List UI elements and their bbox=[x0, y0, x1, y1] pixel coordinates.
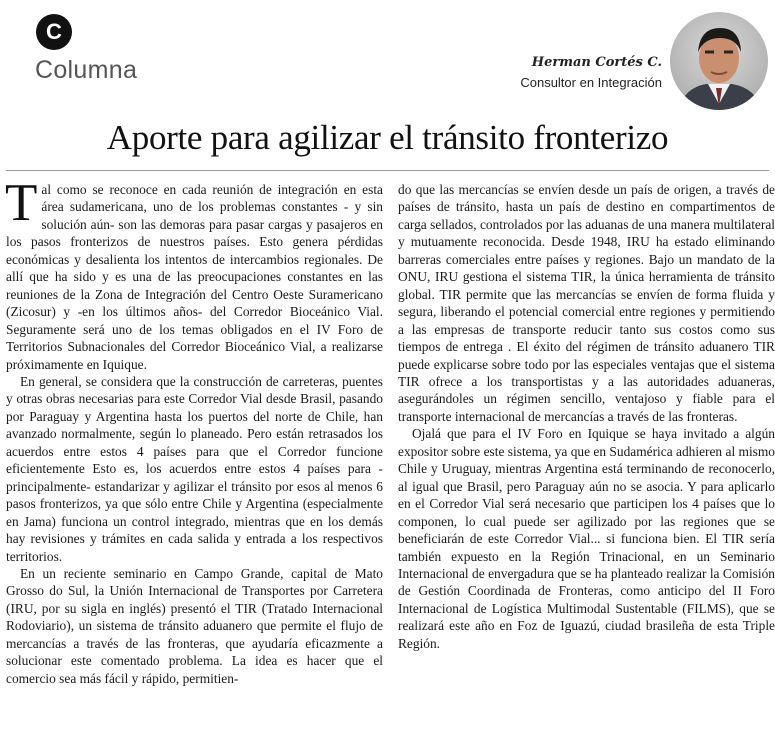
paragraph: En un reciente seminario en Campo Grande, capital de Mato Grosso do Sul, la Unión Internacional de Transportes por Carretera (IRU, por su sigla en inglés) presentó el TIR (Tratado Internacional Rodoviario), un sistema de tránsito aduanero que permite el flujo de mercancías a través de las fronteras, que ayudaría eficazmente a solucionar este comentado problema. La idea es hacer que el comercio sea más fácil y rápido, permitien- bbox=[6, 565, 383, 686]
paragraph: Ojalá que para el IV Foro en Iquique se haya invitado a algún expositor sobre este sistema, ya que en Sudamérica adhieren al mismo Chile y Uruguay, mientras Argentina está terminando de reconocerlo, al igual que Brasil, pero Paraguay aún no se asocia. Y para aplicarlo en el Corredor Vial será necesario que participen los 4 países que lo componen, lo cual puede ser agilizado por las regiones que se beneficiarán de este Corredor Vial... si funciona bien. El TIR sería también expuesto en la Región Trinacional, en un Seminario Internacional de envergadura que se ha planteado realizar la Comisión de Gestión Coordinada de Fronteras, como anticipo del II Foro Internacional de Logística Multimodal Sustentable (FILMS), que se realizará este año en Foz de Iguazú, ciudad brasileña de esta Triple Región. bbox=[398, 426, 775, 651]
section-label: Columna bbox=[35, 56, 138, 84]
author-photo bbox=[670, 12, 768, 110]
paragraph: En general, se considera que la construcción de carreteras, puentes y otras obras necesarias para este Corredor Vial desde Brasil, pasando por Paraguay y Argentina hasta los puertos del norte de Chile, han avanzado normalmente, según lo planeado. Pero están retrasados los acuerdos entre estos 4 países para que el Corredor funcione eficientemente Esto es, los acuerdos entre estos 4 países para -principalmente- estandarizar y agilizar el tránsito por esos al menos 6 pasos fronterizos, ya que sólo entre Chile y Argentina (especialmente en Jama) funciona un control integrado, mientras que en los demás hay revisiones y trámites en cada salida y entrada a los respectivos territorios. bbox=[6, 373, 383, 564]
paragraph bbox=[5, 174, 383, 373]
drop-cap: T bbox=[5, 174, 38, 232]
column-badge: C bbox=[36, 14, 72, 50]
article-right-column bbox=[398, 181, 775, 652]
paragraph: do que las mercancías se envíen desde un país de origen, a través de países de tránsito, hasta un país de destino en compartimentos de carga sellados, controlados por las aduanas de una manera multilateral y mutuamente reconocida. Desde 1948, IRU ha estado eliminando barreras comerciales entre países y regiones. Bajo un mandato de la ONU, IRU gestiona el sistema TIR, la única herramienta de tránsito global. TIR permite que las mercancías se envíen de forma fluida y segura, liberando el potencial comercial entre regiones y permitiendo a las empresas de transporte reducir tanto sus costos como sus tiempos de entrega . El éxito del régimen de tránsito aduanero TIR puede explicarse sobre todo por las especiales ventajas que el sistema TIR ofrece a los transportistas y a las autoridades aduaneras, asegurándoles un régimen sencillo, ventajoso y fiable para el transporte internacional de mercancías a través de las fronteras. bbox=[398, 182, 775, 424]
paragraph-text: al como se reconoce en cada reunión de integración en esta área sudamericana, uno de los problemas constantes - y sin solución aún- son las demoras para pasar cargas y pasajeros en los pasos fronterizos de nuestros países. Esto genera pérdidas económicas y desalienta los intentos de intercambios regionales. De allí que ha sido y es una de las preocupaciones constantes en las reuniones de la Zona de Integración del Centro Oeste Suramericano (Zicosur) y -en los últimos años- del Corredor Bioceánico Vial. Seguramente será uno de los temas obligados en el IV Foro de Territorios Subnacionales del Corredor Bioceánico Vial, a realizarse próximamente en Iquique. bbox=[6, 182, 383, 372]
author-role: Consultor en Integración bbox=[520, 75, 662, 90]
article-left-column bbox=[5, 174, 383, 687]
article-title: Aporte para agilizar el tránsito fronterizo bbox=[106, 118, 669, 157]
title-divider bbox=[6, 170, 769, 171]
author-name: Herman Cortés C. bbox=[531, 55, 662, 70]
